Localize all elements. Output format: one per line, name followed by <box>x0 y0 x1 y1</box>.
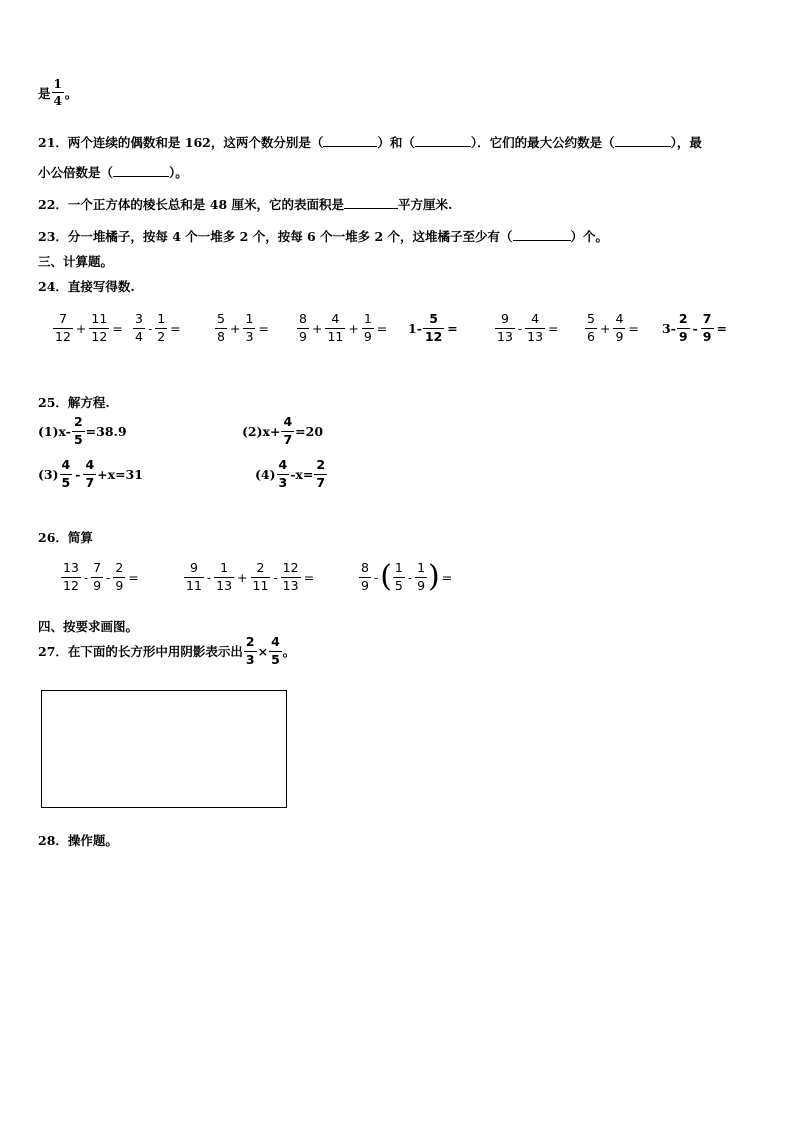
q28: 28．操作题。 <box>38 833 118 848</box>
operator: + <box>599 320 611 336</box>
fraction: $\frac{2}{9}$ <box>115 560 124 593</box>
q21-line2: 小公倍数是（ ）。 <box>38 165 188 180</box>
q24-title: 24．直接写得数. <box>38 279 135 294</box>
right-paren: ) <box>428 559 440 594</box>
q22: 22．一个正方体的棱长总和是 48 厘米，它的表面积是 平方厘米. <box>38 197 453 212</box>
fraction: $\frac{1}{13}$ <box>216 560 233 593</box>
fraction: $\frac{12}{13}$ <box>282 560 299 593</box>
q21-line1: 21．两个连续的偶数和是 162，这两个数分别是（ ）和（ ）．它们的最大公约数是（ ），最 <box>38 135 702 150</box>
q24-item-4 <box>296 313 389 343</box>
fraction: $\frac{4}{13}$ <box>527 311 544 344</box>
fraction: $\frac{3}{4}$ <box>135 311 143 344</box>
fraction: $\frac{1}{9}$ <box>363 311 372 344</box>
answer-blank[interactable] <box>415 146 471 147</box>
left-paren: ( <box>380 559 392 594</box>
fraction: $\frac{2}{3}$ <box>245 634 255 667</box>
q26-expr-b: $\frac{9}{11}$ - $\frac{1}{13}$ + $\frac{2}{11}$ - $\frac{12}{13}$ = <box>186 560 315 593</box>
q26-expr-c: $\frac{8}{9}$ - ( $\frac{1}{5}$ - $\frac{1}{9}$ ) = <box>361 559 453 594</box>
fraction: $\frac{2}{11}$ <box>252 560 269 593</box>
equals-sign: = <box>170 320 181 336</box>
lead-number: 3- <box>662 320 676 336</box>
lead-number: 1- <box>408 320 422 336</box>
answer-blank[interactable] <box>513 240 571 241</box>
q24-item-2 <box>132 313 183 343</box>
fraction: $\frac{2}{5}$ <box>73 414 83 447</box>
q24-item-8 <box>662 313 729 343</box>
operator: + <box>75 320 87 336</box>
operator: + <box>348 320 359 336</box>
fraction: $\frac{4}{5}$ <box>61 457 71 490</box>
fraction: $\frac{4}{9}$ <box>615 311 624 344</box>
answer-blank[interactable] <box>615 146 671 147</box>
fraction: $\frac{7}{9}$ <box>702 311 712 344</box>
fraction: $\frac{4}{7}$ <box>283 414 293 447</box>
equation-1: (1)x- $\frac{2}{5}$ =38.9 <box>38 414 127 447</box>
fraction: $\frac{13}{12}$ <box>63 560 79 593</box>
fraction: $\frac{1}{2}$ <box>157 311 166 344</box>
q24-row <box>52 313 752 357</box>
fraction: $\frac{2}{7}$ <box>316 457 326 490</box>
drawing-rectangle[interactable] <box>41 690 287 808</box>
q24-item-1 <box>52 313 125 343</box>
fraction: $\frac{1}{3}$ <box>245 311 254 344</box>
q24-item-5 <box>408 313 460 343</box>
operator: + <box>311 320 323 336</box>
fraction: $\frac{7}{12}$ <box>55 311 71 344</box>
fraction: $\frac{4}{11}$ <box>327 311 344 344</box>
equals-sign: = <box>716 320 727 336</box>
q23: 23．分一堆橘子，按每 4 个一堆多 2 个，按每 6 个一堆多 2 个，这堆橘子至少有（ ）个。 <box>38 229 609 244</box>
operator: + <box>229 320 241 336</box>
fraction: $\frac{5}{8}$ <box>217 311 225 344</box>
fraction: $\frac{9}{13}$ <box>497 311 513 344</box>
fraction: $\frac{1}{9}$ <box>417 560 426 593</box>
operator: - <box>692 320 698 336</box>
answer-blank[interactable] <box>323 146 377 147</box>
fraction: $\frac{4}{5}$ <box>271 634 280 667</box>
q24-item-3 <box>214 313 271 343</box>
fraction: $\frac{9}{11}$ <box>186 560 202 593</box>
equals-sign: = <box>628 320 639 336</box>
q25-title: 25．解方程. <box>38 395 110 410</box>
q26-expr-a: $\frac{13}{12}$ - $\frac{7}{9}$ - $\frac{2}{9}$ = <box>63 560 139 593</box>
equals-sign: = <box>112 320 123 336</box>
fraction: $\frac{8}{9}$ <box>299 311 307 344</box>
fraction: $\frac{5}{12}$ <box>424 311 443 344</box>
fraction: $\frac{11}{12}$ <box>91 311 108 344</box>
section-heading: 四、按要求画图。 <box>38 619 139 634</box>
fraction: $\frac{4}{3}$ <box>278 457 288 490</box>
answer-blank[interactable] <box>344 208 398 209</box>
q20-tail: 是 $\frac{1}{4}$ 。 <box>38 77 78 108</box>
answer-blank[interactable] <box>113 176 169 177</box>
operator: - <box>517 320 523 336</box>
equals-sign: = <box>447 320 458 336</box>
fraction: $\frac{4}{7}$ <box>85 457 95 490</box>
fraction: $\frac{8}{9}$ <box>361 560 369 593</box>
q24-item-6 <box>494 313 561 343</box>
equals-sign: = <box>376 320 388 336</box>
equation-4: (4) $\frac{4}{3}$ -x= $\frac{2}{7}$ <box>255 457 326 490</box>
fraction: $\frac{2}{9}$ <box>678 311 688 344</box>
operator: - <box>147 320 153 336</box>
fraction: $\frac{1}{5}$ <box>394 560 403 593</box>
section-heading: 三、计算题。 <box>38 254 114 269</box>
fraction: $\frac{5}{6}$ <box>587 311 595 344</box>
q26-title: 26．简算 <box>38 530 93 545</box>
equation-3: (3) $\frac{4}{5}$ - $\frac{4}{7}$ +x=31 <box>38 457 143 490</box>
q24-item-7 <box>584 313 641 343</box>
equation-2: (2)x+ $\frac{4}{7}$ =20 <box>242 414 324 447</box>
equals-sign: = <box>548 320 559 336</box>
equals-sign: = <box>258 320 269 336</box>
fraction: $\frac{7}{9}$ <box>93 560 102 593</box>
q27: 27．在下面的长方形中用阴影表示出 $\frac{2}{3}$ × $\frac{4}{5}$ 。 <box>38 634 296 667</box>
fraction: $\frac{1}{4}$ <box>53 77 62 108</box>
